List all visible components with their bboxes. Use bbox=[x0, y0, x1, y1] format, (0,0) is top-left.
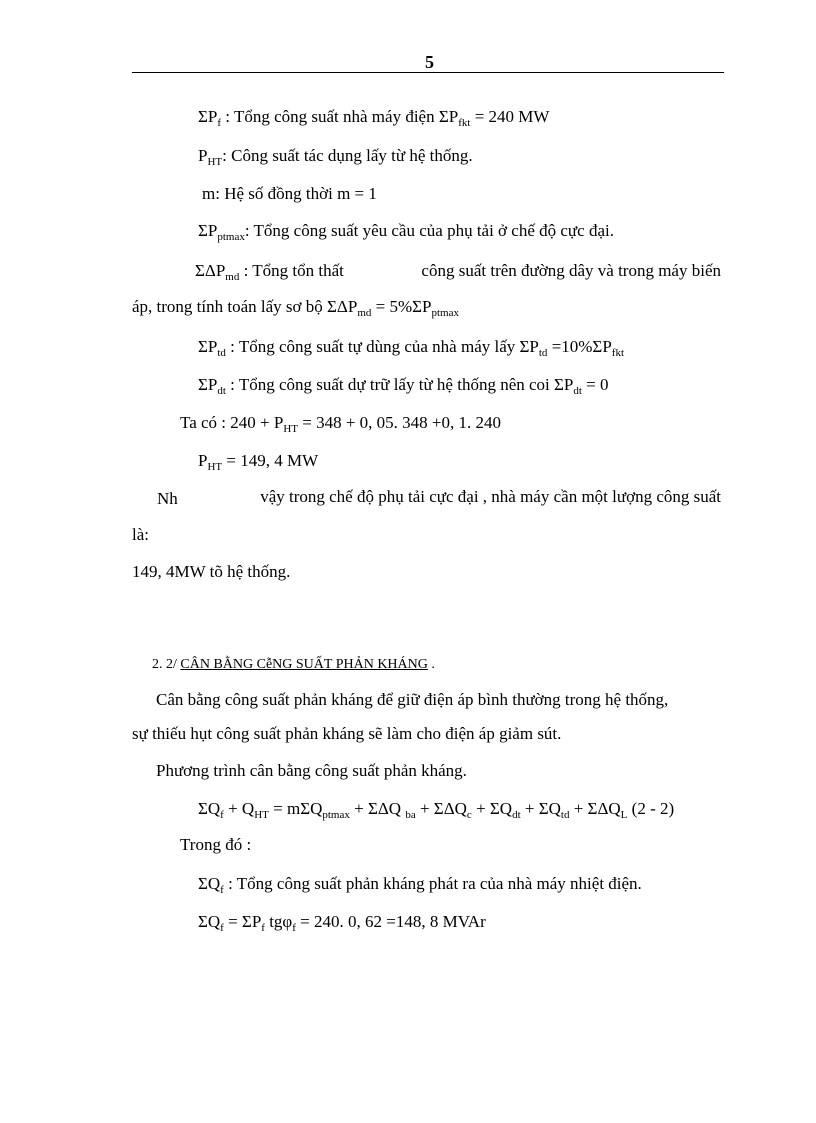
line-delta-pmd: $\Sigma\Delta P_{md}$ : Tổng tổn thất công suất trên đường dây và trong máy biến bbox=[195, 261, 721, 283]
line-pht: $P_{HT}$: Công suất tác dụng lấy từ hệ thống. bbox=[198, 146, 473, 168]
line-qf-result: $\Sigma Q_f = \Sigma P_f$ tgφ$_f$ = 240. 0, 62 =148, 8 MVAr bbox=[198, 912, 486, 934]
line-trong-do: Trong đó : bbox=[180, 835, 252, 854]
paragraph-equation-title: Phương trình cân bằng công suất phản kháng. bbox=[156, 761, 467, 780]
line-conclusion: vậy trong chế độ phụ tải cực đại , nhà máy cần một lượng công suất bbox=[260, 487, 721, 506]
line-result-mw: 149, 4MW tõ hệ thống. bbox=[132, 562, 291, 581]
line-sum-qf: $\Sigma Q_f$ : Tổng công suất phản kháng phát ra của nhà máy nhiệt điện. bbox=[198, 874, 642, 896]
page-number: 5 bbox=[425, 52, 434, 72]
line-la: là: bbox=[132, 525, 149, 544]
section-heading: 2. 2/ CÂN BẰNG CễNG SUẤT PHẢN KHÁNG . bbox=[152, 657, 435, 672]
line-m: m: Hệ số đồng thời m = 1 bbox=[202, 184, 377, 203]
line-pht-result: $P_{HT} = 149$, 4 MW bbox=[198, 451, 319, 473]
header-rule bbox=[132, 72, 724, 73]
paragraph-reactive-2: sự thiếu hụt công suất phản kháng sẽ làm cho điện áp giảm sút. bbox=[132, 724, 562, 743]
line-equation: Ta có : $240 + P_{HT} = 348 + 0$, 05. 348 +0, 1. 240 bbox=[180, 413, 501, 435]
line-sum-pf: $\Sigma P_f$ : Tổng công suất nhà máy điện $\Sigma P_{fkt} = 240$ MW bbox=[198, 107, 550, 129]
line-conclusion-nh: Nh bbox=[157, 489, 178, 508]
reactive-balance-equation: $\Sigma Q_f + Q_{HT} = m\Sigma Q_{ptmax} + \Sigma\Delta Q$ $_{ba} + \Sigma\Delta Q_c + \Sigma Q_{dt} + \Sigma Q_{td} + \Sigma\Delta Q_L$ (2 - 2) bbox=[198, 799, 675, 821]
line-ptmax: $\Sigma P_{ptmax}$: Tổng công suất yêu cầu của phụ tải ở chế độ cực đại. bbox=[198, 221, 614, 243]
line-estimate: áp, trong tính toán lấy sơ bộ $\Sigma\Delta P_{md} = 5\%\Sigma P_{ptmax}$ bbox=[132, 297, 459, 319]
line-ptd: $\Sigma P_{td}$ : Tổng công suất tự dùng của nhà máy lấy $\Sigma P_{td} =10\%\Sigma P_{fkt}$ bbox=[198, 337, 625, 359]
paragraph-reactive-1: Cân bằng công suất phản kháng để giữ điện áp bình thường trong hệ thống, bbox=[156, 690, 669, 709]
line-pdt: $\Sigma P_{dt}$ : Tổng công suất dự trữ lấy từ hệ thống nên coi $\Sigma P_{dt} = 0$ bbox=[198, 375, 609, 397]
